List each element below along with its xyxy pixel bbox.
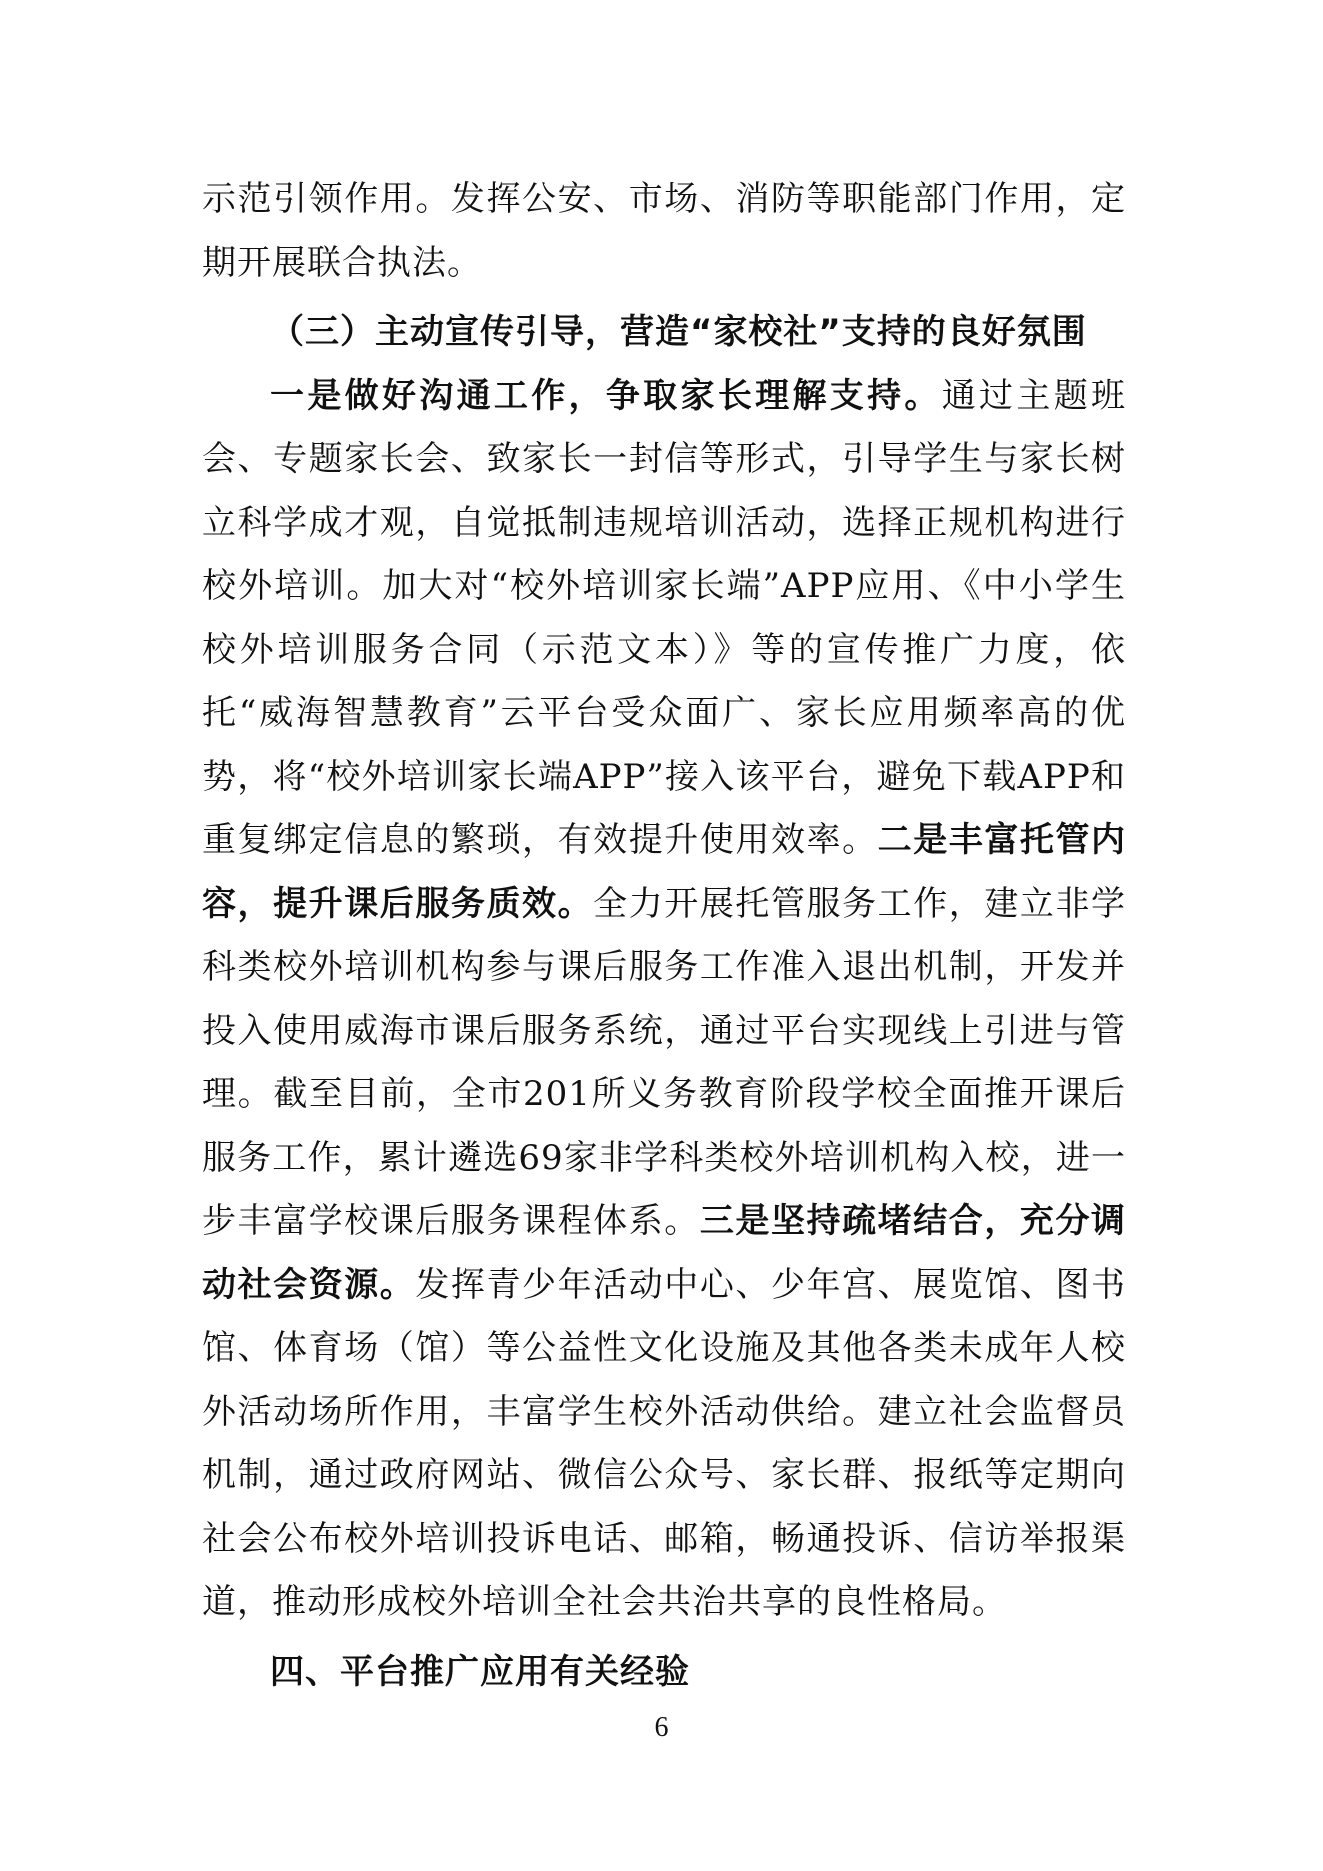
continued-paragraph: 示范引领作用。发挥公安、市场、消防等职能部门作用，定期开展联合执法。 bbox=[202, 179, 1126, 283]
section-heading: （三）主动宣传引导，营造“家校社”支持的良好氛围 bbox=[270, 312, 1087, 352]
point-three-body: 发挥青少年活动中心、少年宫、展览馆、图书馆、体育场（馆）等公益性文化设施及其他各类未成年人校外活动场所作用，丰富学生校外活动供给。建立社会监督员机制，通过政府网站、微信公众号、家长群、报纸等定期向社会公布校外培训投诉电话、邮箱，畅通投诉、信访举报渠道，推动形成校外培训全社会共治共享的良性格局。 bbox=[202, 1264, 1127, 1622]
document-body bbox=[202, 168, 1126, 1704]
point-one-title: 一是做好沟通工作，争取家长理解支持。 bbox=[270, 375, 942, 416]
point-two-body: 全力开展托管服务工作，建立非学科类校外培训机构参与课后服务工作准入退出机制，开发并投入使用威海市课后服务系统，通过平台实现线上引进与管理。截至目前，全市201所义务教育阶段学校全面推开课后服务工作，累计遴选69家非学科类校外培训机构入校，进一步丰富学校课后服务课程体系。 bbox=[202, 883, 1127, 1241]
chapter-heading: 四、平台推广应用有关经验 bbox=[270, 1651, 690, 1692]
point-two-title: 二是丰富托管内容，提升课后服务质效。 bbox=[202, 820, 1127, 924]
point-three-title: 三是坚持疏堵结合，充分调动社会资源。 bbox=[202, 1201, 1127, 1305]
point-one-body: 通过主题班会、专题家长会、致家长一封信等形式，引导学生与家长树立科学成才观，自觉抵制违规培训活动，选择正规机构进行校外培训。加大对“校外培训家长端”APP应用、《中小学生校外培训服务合同（示范文本）》等的宣传推广力度，依托“威海智慧教育”云平台受众面广、家长应用频率高的优势，将“校外培训家长端APP”接入该平台，避免下载APP和重复绑定信息的繁琐，有效提升使用效率。 bbox=[202, 375, 1127, 860]
body-paragraph bbox=[202, 365, 1126, 1635]
page-number: 6 bbox=[654, 1712, 669, 1743]
